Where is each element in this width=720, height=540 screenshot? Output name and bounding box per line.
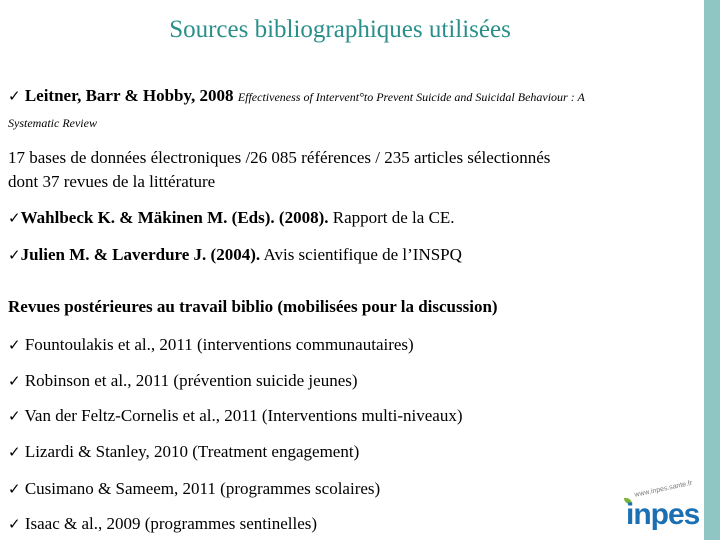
review-text: Isaac & al., 2009 (programmes sentinelles) bbox=[24, 514, 318, 533]
review-item bbox=[8, 514, 317, 534]
source-item-wahlbeck bbox=[8, 208, 455, 228]
source-description: Avis scientifique de l’INSPQ bbox=[260, 245, 462, 264]
review-text: Cusimano & Sameem, 2011 (programmes scolaires) bbox=[24, 479, 381, 498]
checkmark-icon: ✓ bbox=[8, 515, 21, 533]
logo-url: www.inpes.sante.fr bbox=[634, 479, 693, 499]
review-item bbox=[8, 479, 380, 499]
checkmark-icon: ✓ bbox=[8, 336, 21, 354]
source-description: Rapport de la CE. bbox=[328, 208, 455, 227]
inpes-logo bbox=[622, 479, 700, 536]
side-color-band bbox=[704, 0, 720, 540]
source-authors: Julien M. & Laverdure J. (2004). bbox=[20, 245, 261, 264]
source-authors: Wahlbeck K. & Mäkinen M. (Eds). (2008). bbox=[20, 208, 329, 227]
review-text: Fountoulakis et al., 2011 (interventions communautaires) bbox=[24, 335, 414, 354]
source-item-leitner bbox=[8, 86, 585, 106]
checkmark-icon: ✓ bbox=[8, 407, 21, 425]
stats-line-1: 17 bases de données électroniques /26 085 références / 235 articles sélectionnés bbox=[8, 148, 551, 167]
review-text: Lizardi & Stanley, 2010 (Treatment engagement) bbox=[24, 442, 360, 461]
slide-title: Sources bibliographiques utilisées bbox=[169, 16, 511, 43]
review-item bbox=[8, 335, 414, 355]
source-title-part1: Effectiveness of Intervent°to Prevent Suicide and Suicidal Behaviour : A bbox=[237, 90, 585, 104]
stats-line-2: dont 37 revues de la littérature bbox=[8, 172, 216, 191]
checkmark-icon: ✓ bbox=[8, 87, 21, 105]
source-authors: Leitner, Barr & Hobby, 2008 bbox=[24, 86, 234, 105]
review-item bbox=[8, 371, 358, 391]
source-item-julien bbox=[8, 245, 462, 265]
review-item bbox=[8, 442, 359, 462]
checkmark-icon: ✓ bbox=[8, 209, 21, 227]
section-heading: Revues postérieures au travail biblio (mobilisées pour la discussion) bbox=[8, 297, 498, 316]
checkmark-icon: ✓ bbox=[8, 246, 21, 264]
review-text: Robinson et al., 2011 (prévention suicide jeunes) bbox=[24, 371, 358, 390]
logo-text: inpes bbox=[626, 498, 700, 531]
review-item bbox=[8, 406, 462, 426]
review-text: Van der Feltz-Cornelis et al., 2011 (Interventions multi-niveaux) bbox=[24, 406, 463, 425]
checkmark-icon: ✓ bbox=[8, 372, 21, 390]
checkmark-icon: ✓ bbox=[8, 480, 21, 498]
checkmark-icon: ✓ bbox=[8, 443, 21, 461]
source-title-part2: Systematic Review bbox=[8, 116, 97, 130]
